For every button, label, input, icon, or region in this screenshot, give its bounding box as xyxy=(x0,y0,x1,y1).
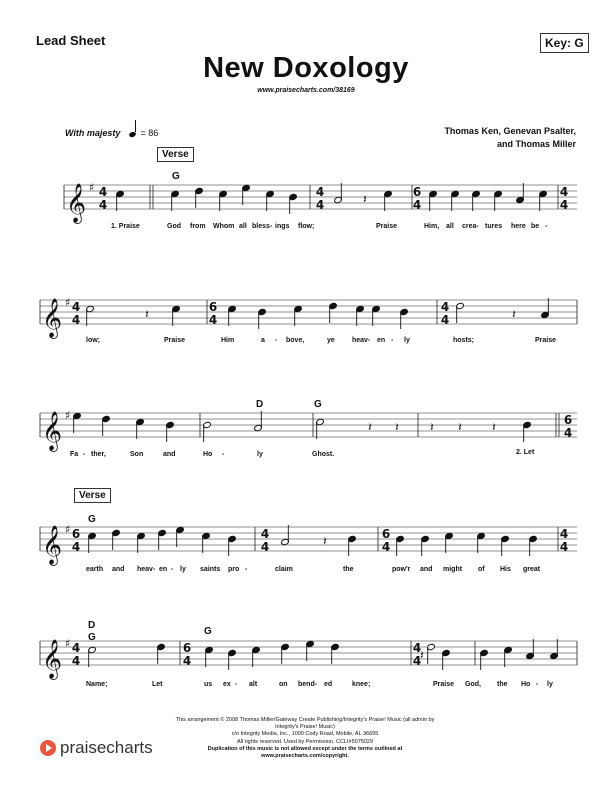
chord-symbol: D xyxy=(88,620,96,631)
lyric: here xyxy=(511,223,526,230)
lyric: - xyxy=(245,566,248,573)
lyric: - xyxy=(391,337,394,344)
lyric: pow'r xyxy=(392,566,411,573)
lyric: tures xyxy=(485,223,503,230)
lyric: - xyxy=(171,566,174,573)
lyric: and xyxy=(112,566,125,573)
lyric: all xyxy=(446,223,454,230)
lyric: be xyxy=(531,223,540,230)
sharp-icon: ♯ xyxy=(65,296,71,309)
lyric: us xyxy=(204,681,213,688)
copyright-notice xyxy=(170,717,440,760)
brand-name: praisecharts xyxy=(60,738,153,757)
lyric: Praise xyxy=(535,337,557,344)
lyric: on xyxy=(279,681,288,688)
time-signature-top: 6 xyxy=(412,185,422,199)
section-label-verse: Verse xyxy=(157,147,194,162)
lyric: saints xyxy=(200,566,221,573)
chord-symbol: G xyxy=(88,514,96,525)
lyric: knee; xyxy=(352,681,371,688)
lyric: the xyxy=(497,681,508,688)
copyright-line: c/o Integrity Media, Inc., 1000 Cody Road, Mobile, AL 36695 xyxy=(231,731,379,738)
lyric: Let xyxy=(152,681,163,688)
lyric: a xyxy=(261,337,265,344)
time-signature-top: 4 xyxy=(412,641,422,655)
time-signature-bottom: 4 xyxy=(98,198,108,212)
lyric: earth xyxy=(86,566,104,573)
rest-icon: 𝄽 xyxy=(430,420,434,434)
lyric: Ghost. xyxy=(312,451,335,458)
lyric: alt xyxy=(249,681,258,688)
lyric: - xyxy=(275,337,278,344)
rest-icon: 𝄽 xyxy=(492,420,496,434)
rest-icon: 𝄽 xyxy=(363,192,367,206)
treble-clef-icon: 𝄞 xyxy=(66,183,87,223)
time-signature-bottom: 4 xyxy=(563,426,573,440)
lyric: and xyxy=(163,451,176,458)
time-signature-bottom: 4 xyxy=(260,540,270,554)
lyric: heav- xyxy=(137,566,156,573)
lyric: low; xyxy=(86,337,100,344)
lyric: ly xyxy=(257,451,263,458)
time-signature-bottom: 4 xyxy=(71,654,81,668)
key-badge: Key: G xyxy=(540,33,589,53)
copyright-line: Duplication of this music is not allowed except under the terms outlined at xyxy=(207,745,403,752)
lyric: Son xyxy=(130,451,144,458)
time-signature-bottom: 4 xyxy=(559,540,569,554)
time-signature-top: 4 xyxy=(559,185,569,199)
time-signature-bottom: 4 xyxy=(381,540,391,554)
lyric: the xyxy=(343,566,354,573)
lyric: - xyxy=(83,451,86,458)
time-signature-bottom: 4 xyxy=(315,198,325,212)
treble-clef-icon: 𝄞 xyxy=(42,525,63,565)
lyric: bove, xyxy=(286,337,305,344)
lyric: Praise xyxy=(376,223,398,230)
lyric: great xyxy=(523,566,541,573)
lyric: ther, xyxy=(91,451,106,458)
rest-icon: 𝄽 xyxy=(512,307,516,321)
lyric: all xyxy=(239,223,247,230)
lyric: claim xyxy=(275,566,293,573)
time-signature-bottom: 4 xyxy=(71,540,81,554)
section-label-verse: Verse xyxy=(74,488,111,503)
time-signature-top: 4 xyxy=(71,300,81,314)
copyright-line: www.praisecharts.com/copyright. xyxy=(261,753,349,760)
time-signature-top: 4 xyxy=(440,300,450,314)
lyric: Ho xyxy=(203,451,213,458)
lyric: en xyxy=(377,337,386,344)
lyric: ings xyxy=(275,223,290,230)
lyric: ye xyxy=(327,337,335,344)
lyric: hosts; xyxy=(453,337,474,344)
lyric: - xyxy=(222,451,225,458)
time-signature-top: 4 xyxy=(559,527,569,541)
composer-line: and Thomas Miller xyxy=(496,139,576,149)
tempo-bpm: = 86 xyxy=(140,128,159,138)
lyric: ed xyxy=(324,681,333,688)
treble-clef-icon: 𝄞 xyxy=(42,639,63,679)
lyric: Praise xyxy=(164,337,186,344)
lyric: ly xyxy=(547,681,553,688)
lyric: and xyxy=(420,566,433,573)
lyric: God, xyxy=(465,681,481,688)
rest-icon: 𝄽 xyxy=(420,648,424,662)
lyric: of xyxy=(478,566,485,573)
time-signature-bottom: 4 xyxy=(412,654,422,668)
lyric: might xyxy=(443,566,463,573)
time-signature-bottom: 4 xyxy=(559,198,569,212)
time-signature-top: 4 xyxy=(260,527,270,541)
time-signature-bottom: 4 xyxy=(208,313,218,327)
time-signature-bottom: 4 xyxy=(440,313,450,327)
chord-symbol: D xyxy=(256,399,264,410)
tempo-text: With majesty xyxy=(65,128,121,138)
lyric: 1. Praise xyxy=(111,223,140,230)
time-signature-bottom: 4 xyxy=(71,313,81,327)
play-logo-icon xyxy=(40,740,56,756)
lyric: flow; xyxy=(298,223,315,230)
composer-line: Thomas Ken, Genevan Psalter, xyxy=(444,126,576,136)
lyric: God xyxy=(167,223,181,230)
lyric: Praise xyxy=(433,681,455,688)
time-signature-top: 4 xyxy=(98,185,108,199)
lyric: 2. Let xyxy=(516,449,535,456)
sharp-icon: ♯ xyxy=(65,523,71,536)
lyric: - xyxy=(545,223,548,230)
lyric: Whom xyxy=(213,223,235,230)
time-signature-bottom: 4 xyxy=(412,198,422,212)
chord-symbol: G xyxy=(172,171,180,182)
time-signature-top: 6 xyxy=(563,413,573,427)
lyric: Name; xyxy=(86,681,108,688)
rest-icon: 𝄽 xyxy=(368,420,372,434)
rest-icon: 𝄽 xyxy=(323,534,327,548)
lyric: en xyxy=(159,566,168,573)
praisecharts-logo xyxy=(40,738,153,758)
lyric: pro xyxy=(228,566,240,573)
time-signature-bottom: 4 xyxy=(182,654,192,668)
sheet-type-label: Lead Sheet xyxy=(36,33,106,48)
lyric: ly xyxy=(404,337,410,344)
treble-clef-icon: 𝄞 xyxy=(42,298,63,338)
lyric: crea- xyxy=(462,223,479,230)
lyric: - xyxy=(536,681,539,688)
lyric: heav- xyxy=(352,337,371,344)
time-signature-top: 6 xyxy=(381,527,391,541)
rest-icon: 𝄽 xyxy=(145,307,149,321)
time-signature-top: 6 xyxy=(208,300,218,314)
song-title: New Doxology xyxy=(203,52,409,84)
sharp-icon: ♯ xyxy=(89,181,95,194)
lyric: His xyxy=(500,566,511,573)
lyric: bless- xyxy=(252,223,273,230)
time-signature-top: 6 xyxy=(182,641,192,655)
time-signature-top: 6 xyxy=(71,527,81,541)
copyright-line: All rights reserved. Used by Permission. CCLI#5075029 xyxy=(236,738,374,745)
time-signature-top: 4 xyxy=(315,185,325,199)
copyright-line: Integrity's Praise! Music) xyxy=(275,724,335,731)
chord-symbol: G xyxy=(88,632,96,643)
lyric: Him xyxy=(221,337,235,344)
copyright-line: This arrangement © 2008 Thomas Miller/Gateway Create Publishing/Integrity's Praise! Music (all admin by xyxy=(175,717,435,723)
chord-symbol: G xyxy=(204,626,212,637)
lyric: bend- xyxy=(298,681,318,688)
lyric: Him, xyxy=(424,223,440,230)
rest-icon: 𝄽 xyxy=(395,420,399,434)
sharp-icon: ♯ xyxy=(65,637,71,650)
lyric: from xyxy=(190,223,206,230)
lyric: Ho xyxy=(521,681,531,688)
sharp-icon: ♯ xyxy=(65,409,71,422)
lyric: Fa xyxy=(70,451,79,458)
lyric: ex xyxy=(223,681,231,688)
rest-icon: 𝄽 xyxy=(458,420,462,434)
lyric: - xyxy=(235,681,238,688)
time-signature-top: 4 xyxy=(71,641,81,655)
song-url: www.praisecharts.com/38169 xyxy=(257,87,355,94)
chord-symbol: G xyxy=(314,399,322,410)
lyric: ly xyxy=(180,566,186,573)
treble-clef-icon: 𝄞 xyxy=(42,411,63,451)
